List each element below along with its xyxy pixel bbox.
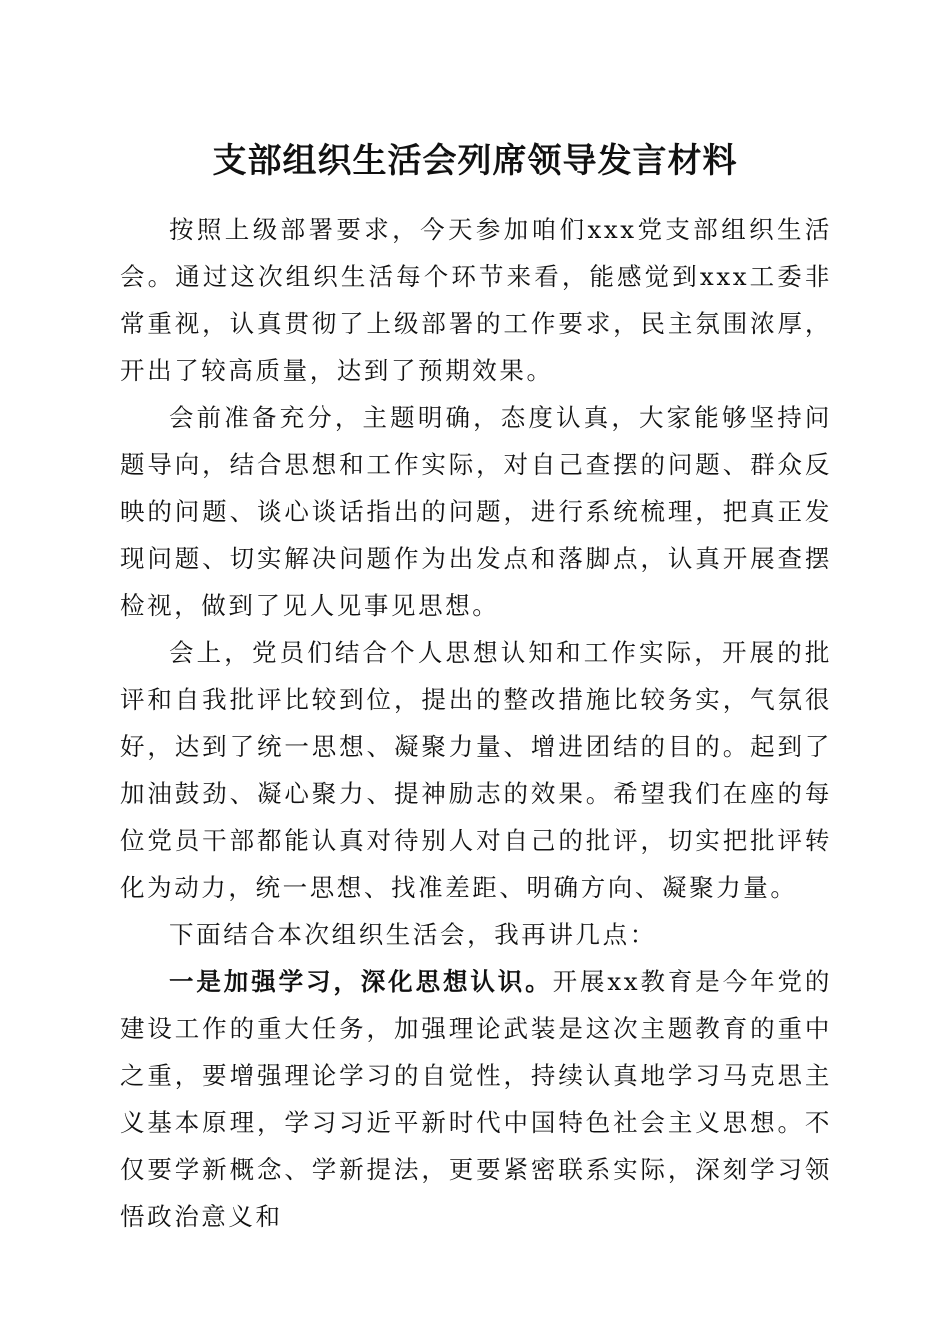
paragraph-5-lead: 一是加强学习，深化思想认识。	[169, 967, 553, 996]
paragraph-5-text: 开展xx教育是今年党的建设工作的重大任务，加强理论武装是这次主题教育的重中之重，要增强理论学习的自觉性，持续认真地学习马克思主义基本原理，学习习近平新时代中国特色社会主义思想。不仅要学新概念、学新提法，更要紧密联系实际，深刻学习领悟政治意义和	[120, 967, 832, 1231]
paragraph-3: 会上，党员们结合个人思想认知和工作实际，开展的批评和自我批评比较到位，提出的整改措施比较务实，气氛很好，达到了统一思想、凝聚力量、增进团结的目的。起到了加油鼓劲、凝心聚力、提神励志的效果。希望我们在座的每位党员干部都能认真对待别人对自己的批评，切实把批评转化为动力，统一思想、找准差距、明确方向、凝聚力量。	[120, 638, 832, 902]
paragraph-4: 下面结合本次组织生活会，我再讲几点：	[169, 920, 657, 949]
paragraph-1: 按照上级部署要求，今天参加咱们xxx党支部组织生活会。通过这次组织生活每个环节来看，能感觉到xxx工委非常重视，认真贯彻了上级部署的工作要求，民主氛围浓厚，开出了较高质量，达到了预期效果。	[120, 215, 832, 385]
document-title: 支部组织生活会列席领导发言材料	[212, 141, 738, 181]
paragraph-5	[120, 958, 832, 1240]
document-body	[120, 206, 832, 1240]
paragraph-2: 会前准备充分，主题明确，态度认真，大家能够坚持问题导向，结合思想和工作实际，对自己查摆的问题、群众反映的问题、谈心谈话指出的问题，进行系统梳理，把真正发现问题、切实解决问题作为出发点和落脚点，认真开展查摆检视，做到了见人见事见思想。	[120, 403, 832, 620]
